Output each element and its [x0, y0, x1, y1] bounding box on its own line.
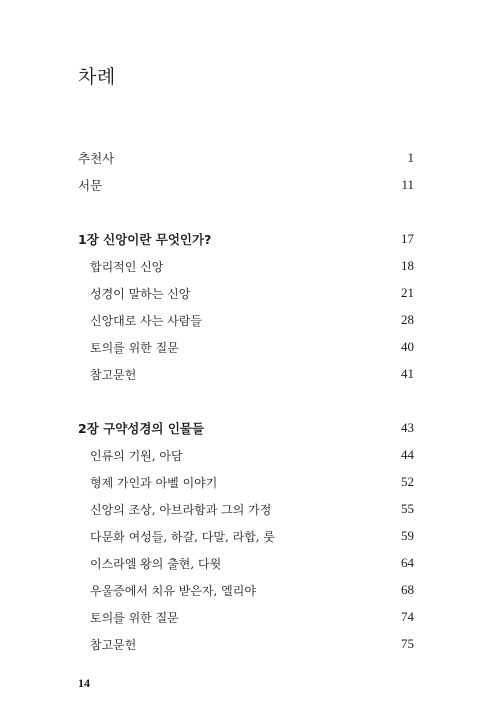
toc-entry-label: 참고문헌	[90, 637, 137, 652]
toc-entry[interactable]	[78, 634, 414, 654]
toc-entry-page: 52	[401, 474, 414, 489]
toc-entry-label: 토의를 위한 질문	[90, 340, 179, 355]
toc-entry-label: 형제 가인과 아벨 이야기	[90, 475, 218, 490]
toc-entry[interactable]	[78, 310, 414, 330]
toc-entry-label: 토의를 위한 질문	[90, 610, 179, 625]
toc-entry[interactable]	[78, 283, 414, 303]
toc-entry-page: 18	[401, 258, 414, 273]
toc-chapter-title: 1장 신앙이란 무엇인가?	[78, 232, 212, 247]
toc-entry-page: 40	[401, 339, 414, 354]
toc-entry[interactable]	[78, 553, 414, 573]
toc-entry[interactable]	[78, 607, 414, 627]
toc-entry[interactable]	[78, 580, 414, 600]
toc-entry-page: 68	[401, 582, 414, 597]
toc-entry[interactable]	[78, 364, 414, 384]
toc-entry-page: 74	[401, 609, 414, 624]
toc-entry-label: 신앙의 조상, 아브라함과 그의 가정	[90, 502, 272, 517]
toc-entry-page: 41	[401, 366, 414, 381]
toc-entry-label: 우울증에서 치유 받은자, 엘리야	[90, 583, 256, 598]
toc-entry-page: 75	[401, 636, 414, 651]
toc-entry-label: 참고문헌	[90, 367, 137, 382]
toc-entry-label: 합리적인 신앙	[90, 259, 164, 274]
toc-entry-label: 성경이 말하는 신앙	[90, 286, 191, 301]
toc-heading: 차례	[78, 66, 116, 88]
toc-entry[interactable]	[78, 337, 414, 357]
toc-entry-page: 55	[401, 501, 414, 516]
toc-entry[interactable]	[78, 499, 414, 519]
toc-entry[interactable]	[78, 445, 414, 465]
toc-entry-label: 다문화 여성들, 하갈, 다말, 라합, 룻	[90, 529, 276, 544]
toc-entry-foreword[interactable]	[78, 148, 414, 168]
toc-entry-page: 11	[401, 177, 414, 192]
toc-entry-page: 21	[401, 285, 414, 300]
toc-entry-label: 서문	[78, 178, 103, 193]
toc-entry-page: 1	[407, 150, 414, 165]
toc-entry-page: 43	[401, 420, 414, 435]
toc-entry-page: 28	[401, 312, 414, 327]
toc-chapter-1[interactable]	[78, 229, 414, 249]
toc-chapter-title: 2장 구약성경의 인물들	[78, 421, 205, 436]
toc-entry-label: 추천사	[78, 151, 115, 166]
toc-entry-page: 17	[401, 231, 414, 246]
toc-entry[interactable]	[78, 256, 414, 276]
page-number: 14	[78, 676, 90, 690]
toc-entry[interactable]	[78, 472, 414, 492]
toc-entry-label: 인류의 기원, 아담	[90, 448, 183, 463]
toc-entry-label: 이스라엘 왕의 출현, 다윗	[90, 556, 222, 571]
toc-entry-page: 59	[401, 528, 414, 543]
toc-chapter-2[interactable]	[78, 418, 414, 438]
toc-entry-page: 44	[401, 447, 414, 462]
toc-entry-label: 신앙대로 사는 사람들	[90, 313, 202, 328]
toc-entry[interactable]	[78, 526, 414, 546]
toc-entry-page: 64	[401, 555, 414, 570]
toc-entry-preface[interactable]	[78, 175, 414, 195]
